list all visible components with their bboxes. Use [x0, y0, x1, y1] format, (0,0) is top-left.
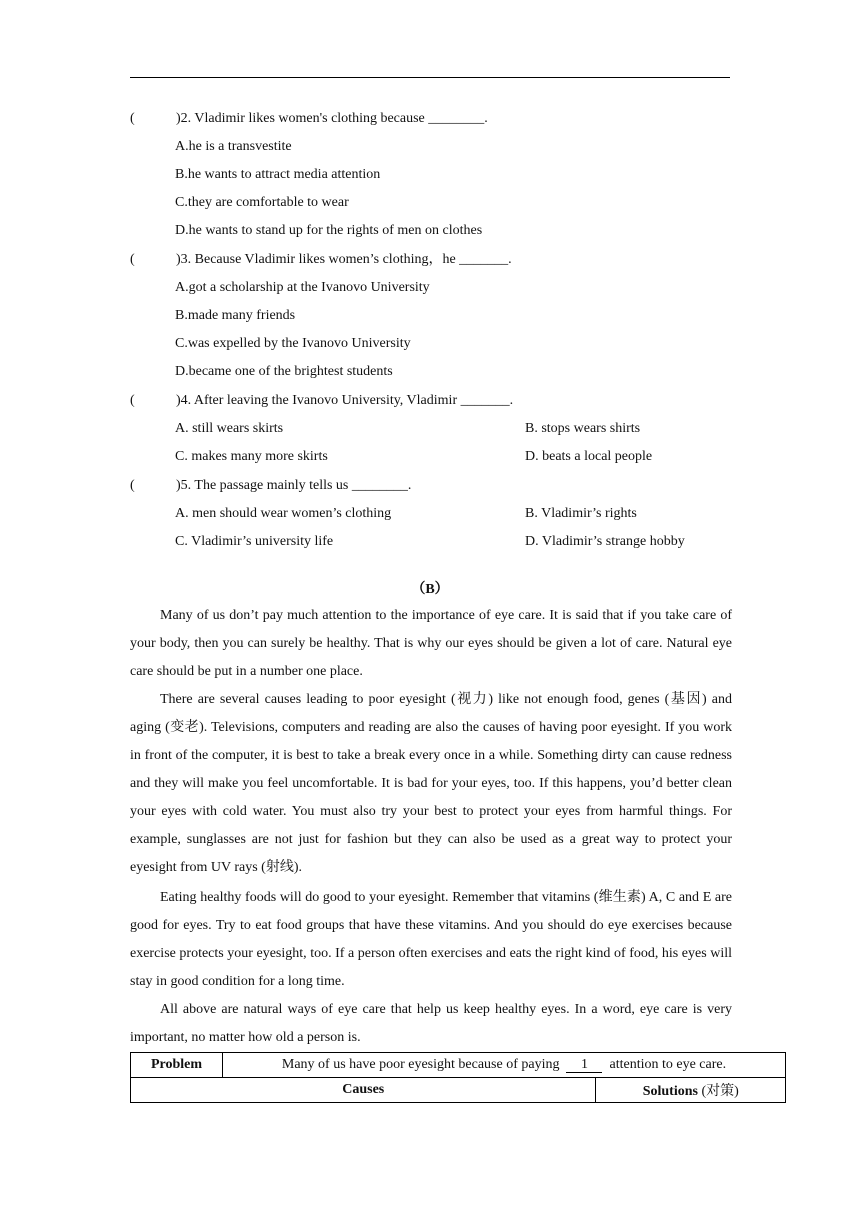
option-d: D. beats a local people	[525, 449, 653, 464]
question-stem: )3. Because Vladimir likes women’s clothing，he _______.	[176, 252, 512, 267]
paragraph-2: There are several causes leading to poor eyesight (视力) like not enough food, genes (基因) and aging (变老). Televisions, computers and reading are also the causes of having poor eyesight. If you work in front of the computer, it is best to take a break every once in a while. Something dirty can cause redness and they will make you feel uncomfortable. It is bad for your eyes, too. If this happens, you’d better clean your eyes with cold water. You must also try your best to protect your eyes from harmful things. For example, sunglasses are not just for fashion but they can also be used as a great way to protect your eyesight from UV rays (射线).	[130, 692, 732, 875]
summary-table	[130, 1052, 786, 1103]
option-b: B.he wants to attract media attention	[175, 167, 381, 182]
question-stem: )2. Vladimir likes women's clothing because ________.	[176, 111, 488, 126]
solutions-cell	[596, 1078, 786, 1103]
question-3	[130, 251, 512, 269]
option-a: A.he is a transvestite	[175, 139, 292, 154]
option-a: A.got a scholarship at the Ivanovo University	[175, 280, 430, 295]
question-2	[130, 110, 488, 128]
solutions-suffix: (对策)	[701, 1084, 739, 1099]
problem-text-before: Many of us have poor eyesight because of paying	[281, 1057, 560, 1072]
answer-paren: (	[130, 393, 135, 408]
causes-label: Causes	[131, 1078, 596, 1103]
paragraph-3: Eating healthy foods will do good to your eyesight. Remember that vitamins (维生素) A, C and E are good for eyes. Try to eat food groups that have these vitamins. And you should do eye exercises because exercise protects your eyesight, too. If a person often exercises and eats the right kind of food, his eyes will stay in good condition for a long time.	[130, 890, 732, 989]
option-c: C.was expelled by the Ivanovo University	[175, 336, 411, 351]
option-b: B.made many friends	[175, 308, 296, 323]
table-row-problem	[131, 1053, 786, 1078]
solutions-label: Solutions	[642, 1084, 698, 1099]
option-a: A. still wears skirts	[175, 421, 284, 436]
blank-1[interactable]: 1	[566, 1058, 602, 1073]
option-a: A. men should wear women’s clothing	[175, 506, 392, 521]
option-c: C.they are comfortable to wear	[175, 195, 349, 210]
table-row-header	[131, 1078, 786, 1103]
problem-text-after: attention to eye care.	[609, 1057, 727, 1072]
paragraph-4: All above are natural ways of eye care that help us keep healthy eyes. In a word, eye care is very important, no matter how old a person is.	[130, 1002, 732, 1045]
question-5	[130, 477, 411, 495]
answer-paren: (	[130, 111, 135, 126]
option-b: B. Vladimir’s rights	[525, 506, 637, 521]
option-d: D.he wants to stand up for the rights of men on clothes	[175, 223, 483, 238]
problem-label: Problem	[131, 1053, 223, 1078]
option-c: C. makes many more skirts	[175, 449, 328, 464]
option-d: D. Vladimir’s strange hobby	[525, 534, 685, 549]
section-title: （B）	[411, 582, 449, 597]
answer-paren: (	[130, 252, 135, 267]
answer-paren: (	[130, 478, 135, 493]
option-b: B. stops wears shirts	[525, 421, 641, 436]
question-4	[130, 392, 513, 410]
option-c: C. Vladimir’s university life	[175, 534, 334, 549]
option-d: D.became one of the brightest students	[175, 364, 393, 379]
question-stem: )5. The passage mainly tells us ________.	[176, 478, 412, 493]
problem-cell	[223, 1053, 786, 1078]
question-stem: )4. After leaving the Ivanovo University, Vladimir _______.	[176, 393, 514, 408]
header-rule	[130, 77, 730, 78]
paragraph-1: Many of us don’t pay much attention to the importance of eye care. It is said that if you take care of your body, then you can surely be healthy. That is why our eyes should be given a lot of care. Natural eye care should be put in a number one place.	[130, 608, 732, 679]
